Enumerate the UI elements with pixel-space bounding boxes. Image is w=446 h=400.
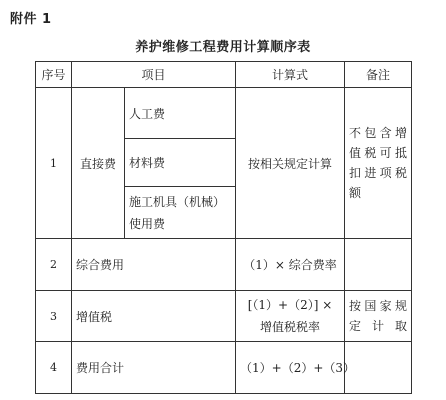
row1-sub-material: 材料费 (125, 139, 236, 187)
row1-group: 直接费 (72, 88, 125, 239)
row1-sub-machinery: 施工机具（机械）使用费 (125, 187, 236, 239)
row3-formula: [（1）+（2）] × 增值税税率 (236, 291, 345, 342)
header-seq: 序号 (36, 62, 72, 88)
row3-item: 增值税 (72, 291, 236, 342)
attachment-label: 附件 1 (10, 12, 52, 27)
row1-sub-labor: 人工费 (125, 88, 236, 139)
header-remark: 备注 (345, 62, 412, 88)
fee-calculation-table (35, 61, 412, 394)
row3-remark: 按国家规定计取 (345, 291, 412, 342)
row1-formula: 按相关规定计算 (236, 88, 345, 239)
row4-item: 费用合计 (72, 342, 236, 394)
table-row (36, 88, 412, 139)
table-header-row (36, 62, 412, 88)
header-item: 项目 (72, 62, 236, 88)
table-row (36, 239, 412, 291)
table-row (36, 342, 412, 394)
row3-seq: 3 (36, 291, 72, 342)
row2-seq: 2 (36, 239, 72, 291)
document-title: 养护维修工程费用计算顺序表 (135, 40, 311, 55)
row2-item: 综合费用 (72, 239, 236, 291)
row1-remark: 不包含增值税可抵扣进项税额 (345, 88, 412, 239)
table-row (36, 291, 412, 342)
row1-seq: 1 (36, 88, 72, 239)
row2-formula: （1）× 综合费率 (236, 239, 345, 291)
header-formula: 计算式 (236, 62, 345, 88)
row2-remark (345, 239, 412, 291)
row4-seq: 4 (36, 342, 72, 394)
row4-formula: （1）+（2）+（3） (236, 342, 345, 394)
